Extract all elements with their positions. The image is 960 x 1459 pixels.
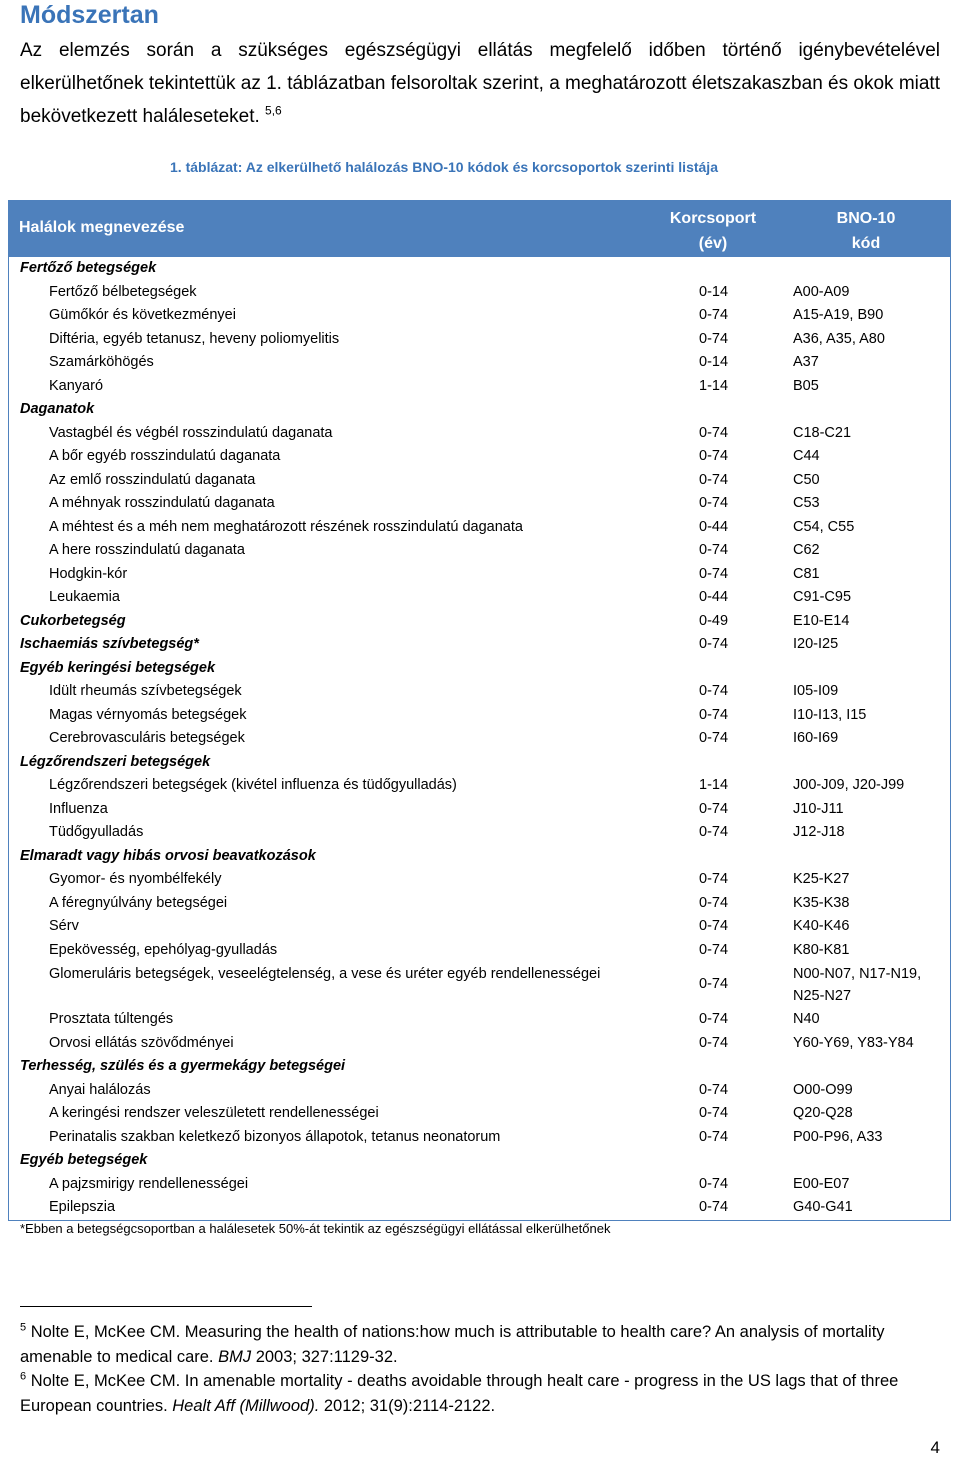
cause-cell: Gyomor- és nyombélfekély [49, 871, 222, 887]
age-group-cell: 0-74 [699, 800, 729, 817]
intro-refs: 5,6 [265, 103, 282, 118]
age-group-cell: 0-74 [699, 1175, 729, 1192]
age-group-cell: 0-74 [699, 1034, 729, 1051]
age-group-cell: 0-74 [699, 636, 729, 652]
header-cause: Halálok megnevezése [19, 219, 185, 236]
category-row [9, 751, 950, 775]
table-row [9, 281, 950, 305]
bno-code-cell: E10-E14 [793, 612, 850, 629]
bno-code-cell: J12-J18 [793, 824, 845, 840]
age-group-cell: 0-74 [699, 683, 729, 699]
footnote-5 [20, 1320, 945, 1369]
cause-cell: Tüdőgyulladás [49, 824, 144, 840]
table-row [9, 328, 950, 352]
age-group-cell: 0-74 [699, 918, 729, 934]
bno-code-cell: A15-A19, B90 [793, 307, 884, 323]
footnote-number: 5 [20, 1321, 27, 1334]
footnote-6 [20, 1369, 945, 1418]
table-row [9, 1008, 950, 1032]
cause-cell: Fertőző bélbetegségek [49, 283, 197, 300]
table-row [9, 469, 950, 493]
table-row [9, 1032, 950, 1056]
cause-cell: Gümőkór és következményei [49, 307, 236, 323]
category-row [9, 845, 950, 869]
age-group-cell: 0-74 [699, 824, 729, 840]
cause-cell: Influenza [49, 800, 108, 817]
age-group-cell: 0-74 [699, 894, 729, 911]
bno-code-cell: C18-C21 [793, 424, 852, 441]
category-row [9, 1055, 950, 1079]
cause-cell: Sérv [49, 918, 79, 934]
table-row [9, 375, 950, 399]
cause-cell: Perinatalis szakban keletkező bizonyos állapotok, tetanus neonatorum [49, 1128, 501, 1145]
age-group-cell: 0-74 [699, 706, 729, 723]
section-heading: Módszertan [20, 1, 159, 29]
table-row [9, 821, 950, 845]
cause-cell: Szamárköhögés [49, 354, 154, 370]
age-group-cell: 0-74 [699, 730, 729, 746]
table-row [9, 539, 950, 563]
cause-cell: Magas vérnyomás betegségek [49, 706, 247, 723]
cause-cell: Epekövesség, epehólyag-gyulladás [49, 941, 278, 958]
header-age-line1: Korcsoport [669, 210, 757, 227]
category-row [9, 657, 950, 681]
table-row [9, 1102, 950, 1126]
age-group-cell: 0-74 [699, 330, 729, 347]
age-group-cell: 0-74 [699, 471, 729, 488]
age-group-cell: 0-14 [699, 283, 729, 300]
footnote-citation: 2003; 327:1129-32. [251, 1347, 398, 1366]
table-row [9, 563, 950, 587]
table-row [9, 704, 950, 728]
table-header [8, 200, 951, 257]
bno-code-cell: C62 [793, 542, 820, 558]
cause-cell: Cerebrovasculáris betegségek [49, 730, 245, 746]
header-code-line1: BNO-10 [836, 210, 896, 227]
cause-cell: Terhesség, szülés és a gyermekágy betegségei [20, 1058, 346, 1074]
age-group-cell: 0-49 [699, 612, 729, 629]
page-number: 4 [930, 1438, 940, 1457]
age-group-cell: 0-74 [699, 976, 729, 992]
header-code [816, 206, 916, 256]
age-group-cell: 0-44 [699, 589, 729, 605]
age-group-cell: 0-74 [699, 941, 729, 958]
bno-code-cell: J10-J11 [793, 800, 844, 817]
bno-code-cell: Y60-Y69, Y83-Y84 [793, 1034, 914, 1051]
table-row [9, 422, 950, 446]
cause-cell: A méhtest és a méh nem meghatározott részének rosszindulatú daganata [49, 518, 523, 535]
bno-code-cell: I60-I69 [793, 730, 839, 746]
category-row [9, 1149, 950, 1173]
cause-cell: Vastagbél és végbél rosszindulatú daganata [49, 424, 333, 441]
cause-cell: Egyéb keringési betegségek [20, 659, 216, 676]
bno-code-cell: C53 [793, 495, 820, 511]
header-age-line2: (év) [698, 235, 728, 252]
footnote-citation: 2012; 31(9):2114-2122. [319, 1396, 496, 1415]
bno-code-cell: K25-K27 [793, 871, 850, 887]
category-row [9, 257, 950, 281]
category-row [9, 398, 950, 422]
cause-cell: A féregnyúlvány betegségei [49, 894, 228, 911]
table-row [9, 727, 950, 751]
table-row [9, 1173, 950, 1197]
table-row [9, 868, 950, 892]
bno-code-cell: A36, A35, A80 [793, 330, 885, 347]
cause-cell: Diftéria, egyéb tetanusz, heveny poliomyelitis [49, 330, 340, 347]
bno-code-cell: C91-C95 [793, 589, 852, 605]
cause-cell: Ischaemiás szívbetegség* [20, 636, 199, 652]
age-group-cell: 0-74 [699, 1199, 729, 1215]
header-code-line2: kód [851, 235, 881, 252]
bno-code-cell: K80-K81 [793, 941, 850, 958]
table-row [9, 962, 950, 1008]
bno-code-cell: O00-O99 [793, 1081, 853, 1098]
age-group-cell: 0-74 [699, 1081, 729, 1098]
age-group-cell: 0-74 [699, 1128, 729, 1145]
intro-paragraph [20, 34, 940, 133]
bno-code-cell: K35-K38 [793, 894, 850, 911]
cause-cell: Leukaemia [49, 589, 120, 605]
cause-cell: Légzőrendszeri betegségek [20, 753, 211, 770]
table-caption: 1. táblázat: Az elkerülhető halálozás BNO-10 kódok és korcsoportok szerinti listája [170, 159, 718, 175]
bno-code-cell: E00-E07 [793, 1175, 850, 1192]
cause-cell: Fertőző betegségek [20, 260, 157, 276]
cause-cell: Cukorbetegség [20, 612, 126, 629]
age-group-cell: 0-74 [699, 565, 729, 582]
table-row [9, 680, 950, 704]
cause-cell: Epilepszia [49, 1199, 116, 1215]
cause-cell: Anyai halálozás [49, 1081, 151, 1098]
bno-code-cell: N40 [793, 1011, 820, 1027]
cause-cell: A here rosszindulatú daganata [49, 542, 245, 558]
age-group-cell: 0-74 [699, 424, 729, 441]
age-group-cell: 1-14 [699, 377, 729, 394]
cause-cell: Prosztata túltengés [49, 1011, 174, 1027]
bno-code-cell: I05-I09 [793, 683, 839, 699]
cause-cell: Az emlő rosszindulatú daganata [49, 471, 256, 488]
cause-cell: Egyéb betegségek [20, 1152, 148, 1168]
table-row [9, 892, 950, 916]
cause-cell: Glomeruláris betegségek, veseelégtelenség, a vese és uréter egyéb rendellenességei [49, 966, 601, 982]
age-group-cell: 0-74 [699, 871, 729, 887]
category-row [9, 633, 950, 657]
table-row [9, 586, 950, 610]
cause-cell: Hodgkin-kór [49, 565, 128, 582]
bno-code-cell: P00-P96, A33 [793, 1128, 883, 1145]
table-row [9, 1079, 950, 1103]
table-body [8, 257, 951, 1221]
footnote-text: Nolte E, McKee CM. In amenable mortality - deaths avoidable through healt care - progress in the US lags that of three European countries. [20, 1372, 899, 1415]
table-row [9, 492, 950, 516]
table-row [9, 351, 950, 375]
table-row [9, 1126, 950, 1150]
table-row [9, 939, 950, 963]
cause-cell: Idült rheumás szívbetegségek [49, 683, 242, 699]
bno-code-cell: A37 [793, 354, 819, 370]
cause-cell: Elmaradt vagy hibás orvosi beavatkozások [20, 847, 316, 864]
table-row [9, 304, 950, 328]
bno-code-cell: K40-K46 [793, 918, 850, 934]
age-group-cell: 0-74 [699, 307, 729, 323]
bno-code-cell: C54, C55 [793, 518, 855, 535]
bno-code-cell: N00-N07, N17-N19, N25-N27 [793, 966, 922, 1004]
cause-cell: A bőr egyéb rosszindulatú daganata [49, 448, 281, 464]
cause-cell: A méhnyak rosszindulatú daganata [49, 495, 275, 511]
bno-code-cell: B05 [793, 377, 819, 394]
cause-cell: Daganatok [20, 401, 95, 417]
age-group-cell: 0-74 [699, 1105, 729, 1121]
category-row [9, 610, 950, 634]
bno-code-cell: C50 [793, 471, 820, 488]
table-row [9, 774, 950, 798]
table-row [9, 1196, 950, 1220]
footnote-number: 6 [20, 1370, 27, 1383]
bno-code-cell: I20-I25 [793, 636, 839, 652]
age-group-cell: 0-74 [699, 495, 729, 511]
age-group-cell: 0-74 [699, 1011, 729, 1027]
age-group-cell: 0-14 [699, 354, 729, 370]
table-note: *Ebben a betegségcsoportban a halálesetek 50%-át tekintik az egészségügyi ellátással elkerülhetőnek [20, 1221, 611, 1236]
age-group-cell: 0-74 [699, 542, 729, 558]
header-age-group [663, 206, 763, 256]
age-group-cell: 1-14 [699, 777, 729, 793]
footnote-separator [20, 1306, 312, 1307]
cause-cell: Orvosi ellátás szövődményei [49, 1034, 234, 1051]
table-row [9, 798, 950, 822]
cause-cell: A pajzsmirigy rendellenességei [49, 1175, 249, 1192]
table-row [9, 915, 950, 939]
bno-code-cell: Q20-Q28 [793, 1105, 853, 1121]
table-row [9, 445, 950, 469]
table-row [9, 516, 950, 540]
cause-cell: Kanyaró [49, 377, 104, 394]
bno-code-cell: G40-G41 [793, 1199, 853, 1215]
bno-code-cell: C44 [793, 448, 820, 464]
intro-text: Az elemzés során a szükséges egészségügyi ellátás megfelelő időben történő igénybevételével elkerülhetőnek tekintettük az 1. táblázatban felsoroltak szerint, a meghatározott életszakaszban és okok miatt bekövetkezett haláleseteket. [20, 40, 940, 127]
bno-code-cell: A00-A09 [793, 283, 850, 300]
cause-cell: Légzőrendszeri betegségek (kivétel influenza és tüdőgyulladás) [49, 777, 457, 793]
footnote-journal: BMJ [218, 1347, 252, 1366]
age-group-cell: 0-74 [699, 448, 729, 464]
age-group-cell: 0-44 [699, 518, 729, 535]
footnote-journal: Healt Aff (Millwood). [172, 1396, 320, 1415]
bno-code-cell: C81 [793, 565, 820, 582]
cause-cell: A keringési rendszer veleszületett rendellenességei [49, 1105, 379, 1121]
footnote-text: Nolte E, McKee CM. Measuring the health of nations:how much is attributable to health care? An analysis of mortality amenable to medical care. [20, 1323, 885, 1366]
bno-code-cell: J00-J09, J20-J99 [793, 777, 905, 793]
bno-code-cell: I10-I13, I15 [793, 706, 867, 723]
